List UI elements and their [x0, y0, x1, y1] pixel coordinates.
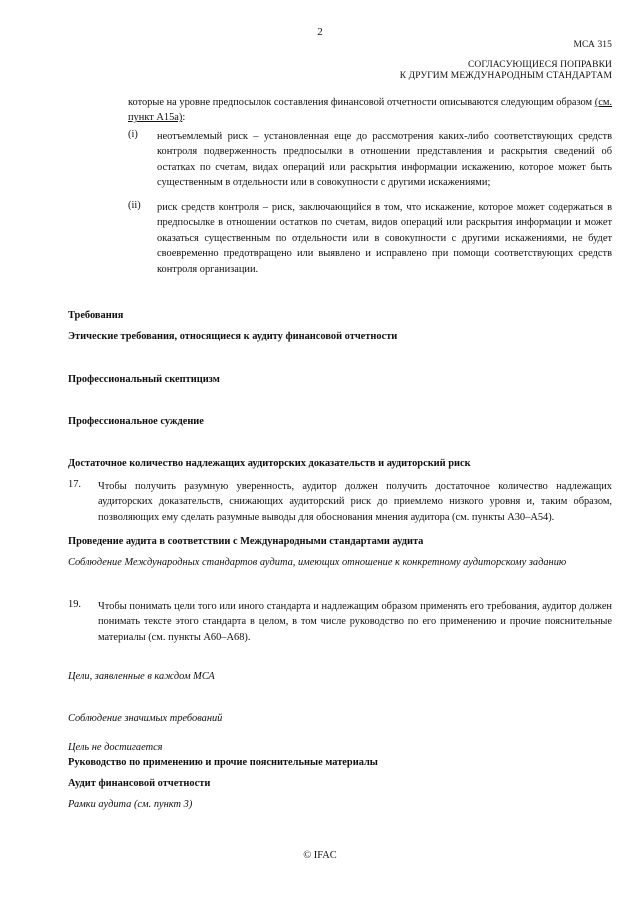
paragraph-number-19: 19. — [68, 599, 81, 610]
header-title-line1: СОГЛАСУЮЩИЕСЯ ПОПРАВКИ — [467, 60, 612, 70]
item-label-i: (i) — [128, 129, 138, 140]
heading-objective-not-achieved: Цель не достигается — [68, 742, 163, 753]
item-body-control-risk: риск средств контроля – риск, заключающийся в том, что искажение, которое может содержаться в предпосылке в отношении остатков по счетам, видов операций или раскрытия информации и может оказаться существенным по отдельности или в совокупности с другими искажениями, не будет своевременно предотвращено или выявлено и исправлено при помощи соответствующих средств контроля организации. — [157, 202, 612, 275]
intro-tail: : — [182, 112, 186, 124]
heading-requirements: Требования — [68, 310, 124, 321]
heading-compliance-relevant: Соблюдение Международных стандартов аудита, имеющих отношение к конкретному аудиторскому заданию — [68, 557, 567, 568]
footer-copyright: © IFAC — [303, 850, 337, 861]
paragraph-19-text: Чтобы понимать цели того или иного стандарта и надлежащим образом применять его требования, аудитор должен понимать тексте этого стандарта в целом, в том числе руководство по его применению и прочие пояснительные материалы (см. пункты А60–А68). — [98, 601, 612, 643]
heading-sufficient-evidence: Достаточное количество надлежащих аудиторских доказательств и аудиторский риск — [68, 458, 471, 469]
intro-text: которые на уровне предпосылок составления финансовой отчетности описываются следующим образом — [128, 97, 595, 108]
heading-professional-skepticism: Профессиональный скептицизм — [68, 374, 220, 385]
heading-professional-judgment: Профессиональное суждение — [68, 416, 204, 427]
paragraph-number-17: 17. — [68, 479, 81, 490]
item-body-inherent-risk: неотъемлемый риск – установленная еще до рассмотрения каких-либо соответствующих средств контроля подверженность предпосылки в отношении представления и раскрытия сведений об остатках по счетам, видах операций или раскрытия информации искажению, которое может быть существенным в отдельности или в совокупности с другими искажениями; — [157, 131, 612, 189]
heading-application-guidance: Руководство по применению и прочие пояснительные материалы — [68, 757, 378, 768]
intro-reference-link[interactable]: (см. пункт А15а) — [128, 97, 612, 124]
standard-code: МСА 315 — [573, 40, 612, 50]
heading-ethical-requirements: Этические требования, относящиеся к аудиту финансовой отчетности — [68, 331, 398, 342]
item-label-ii: (ii) — [128, 200, 141, 211]
heading-compliance-requirements: Соблюдение значимых требований — [68, 713, 223, 724]
page-number: 2 — [317, 26, 323, 38]
heading-objectives: Цели, заявленные в каждом МСА — [68, 671, 215, 682]
header-title-line2: К ДРУГИМ МЕЖДУНАРОДНЫМ СТАНДАРТАМ — [399, 71, 612, 81]
paragraph-17-text: Чтобы получить разумную уверенность, аудитор должен получить достаточное количество надлежащих аудиторских доказательств, снижающих аудиторский риск до приемлемо низкого уровня и, таким образом, позволяющих ему сделать разумные выводы для обоснования мнения аудитора (см. пункты А30–А54). — [98, 481, 612, 523]
heading-scope-of-audit: Рамки аудита (см. пункт 3) — [68, 799, 193, 810]
intro-paragraph — [128, 95, 612, 126]
heading-audit-financial-statements: Аудит финансовой отчетности — [68, 778, 211, 789]
heading-conduct-audit: Проведение аудита в соответствии с Международными стандартами аудита — [68, 536, 424, 547]
